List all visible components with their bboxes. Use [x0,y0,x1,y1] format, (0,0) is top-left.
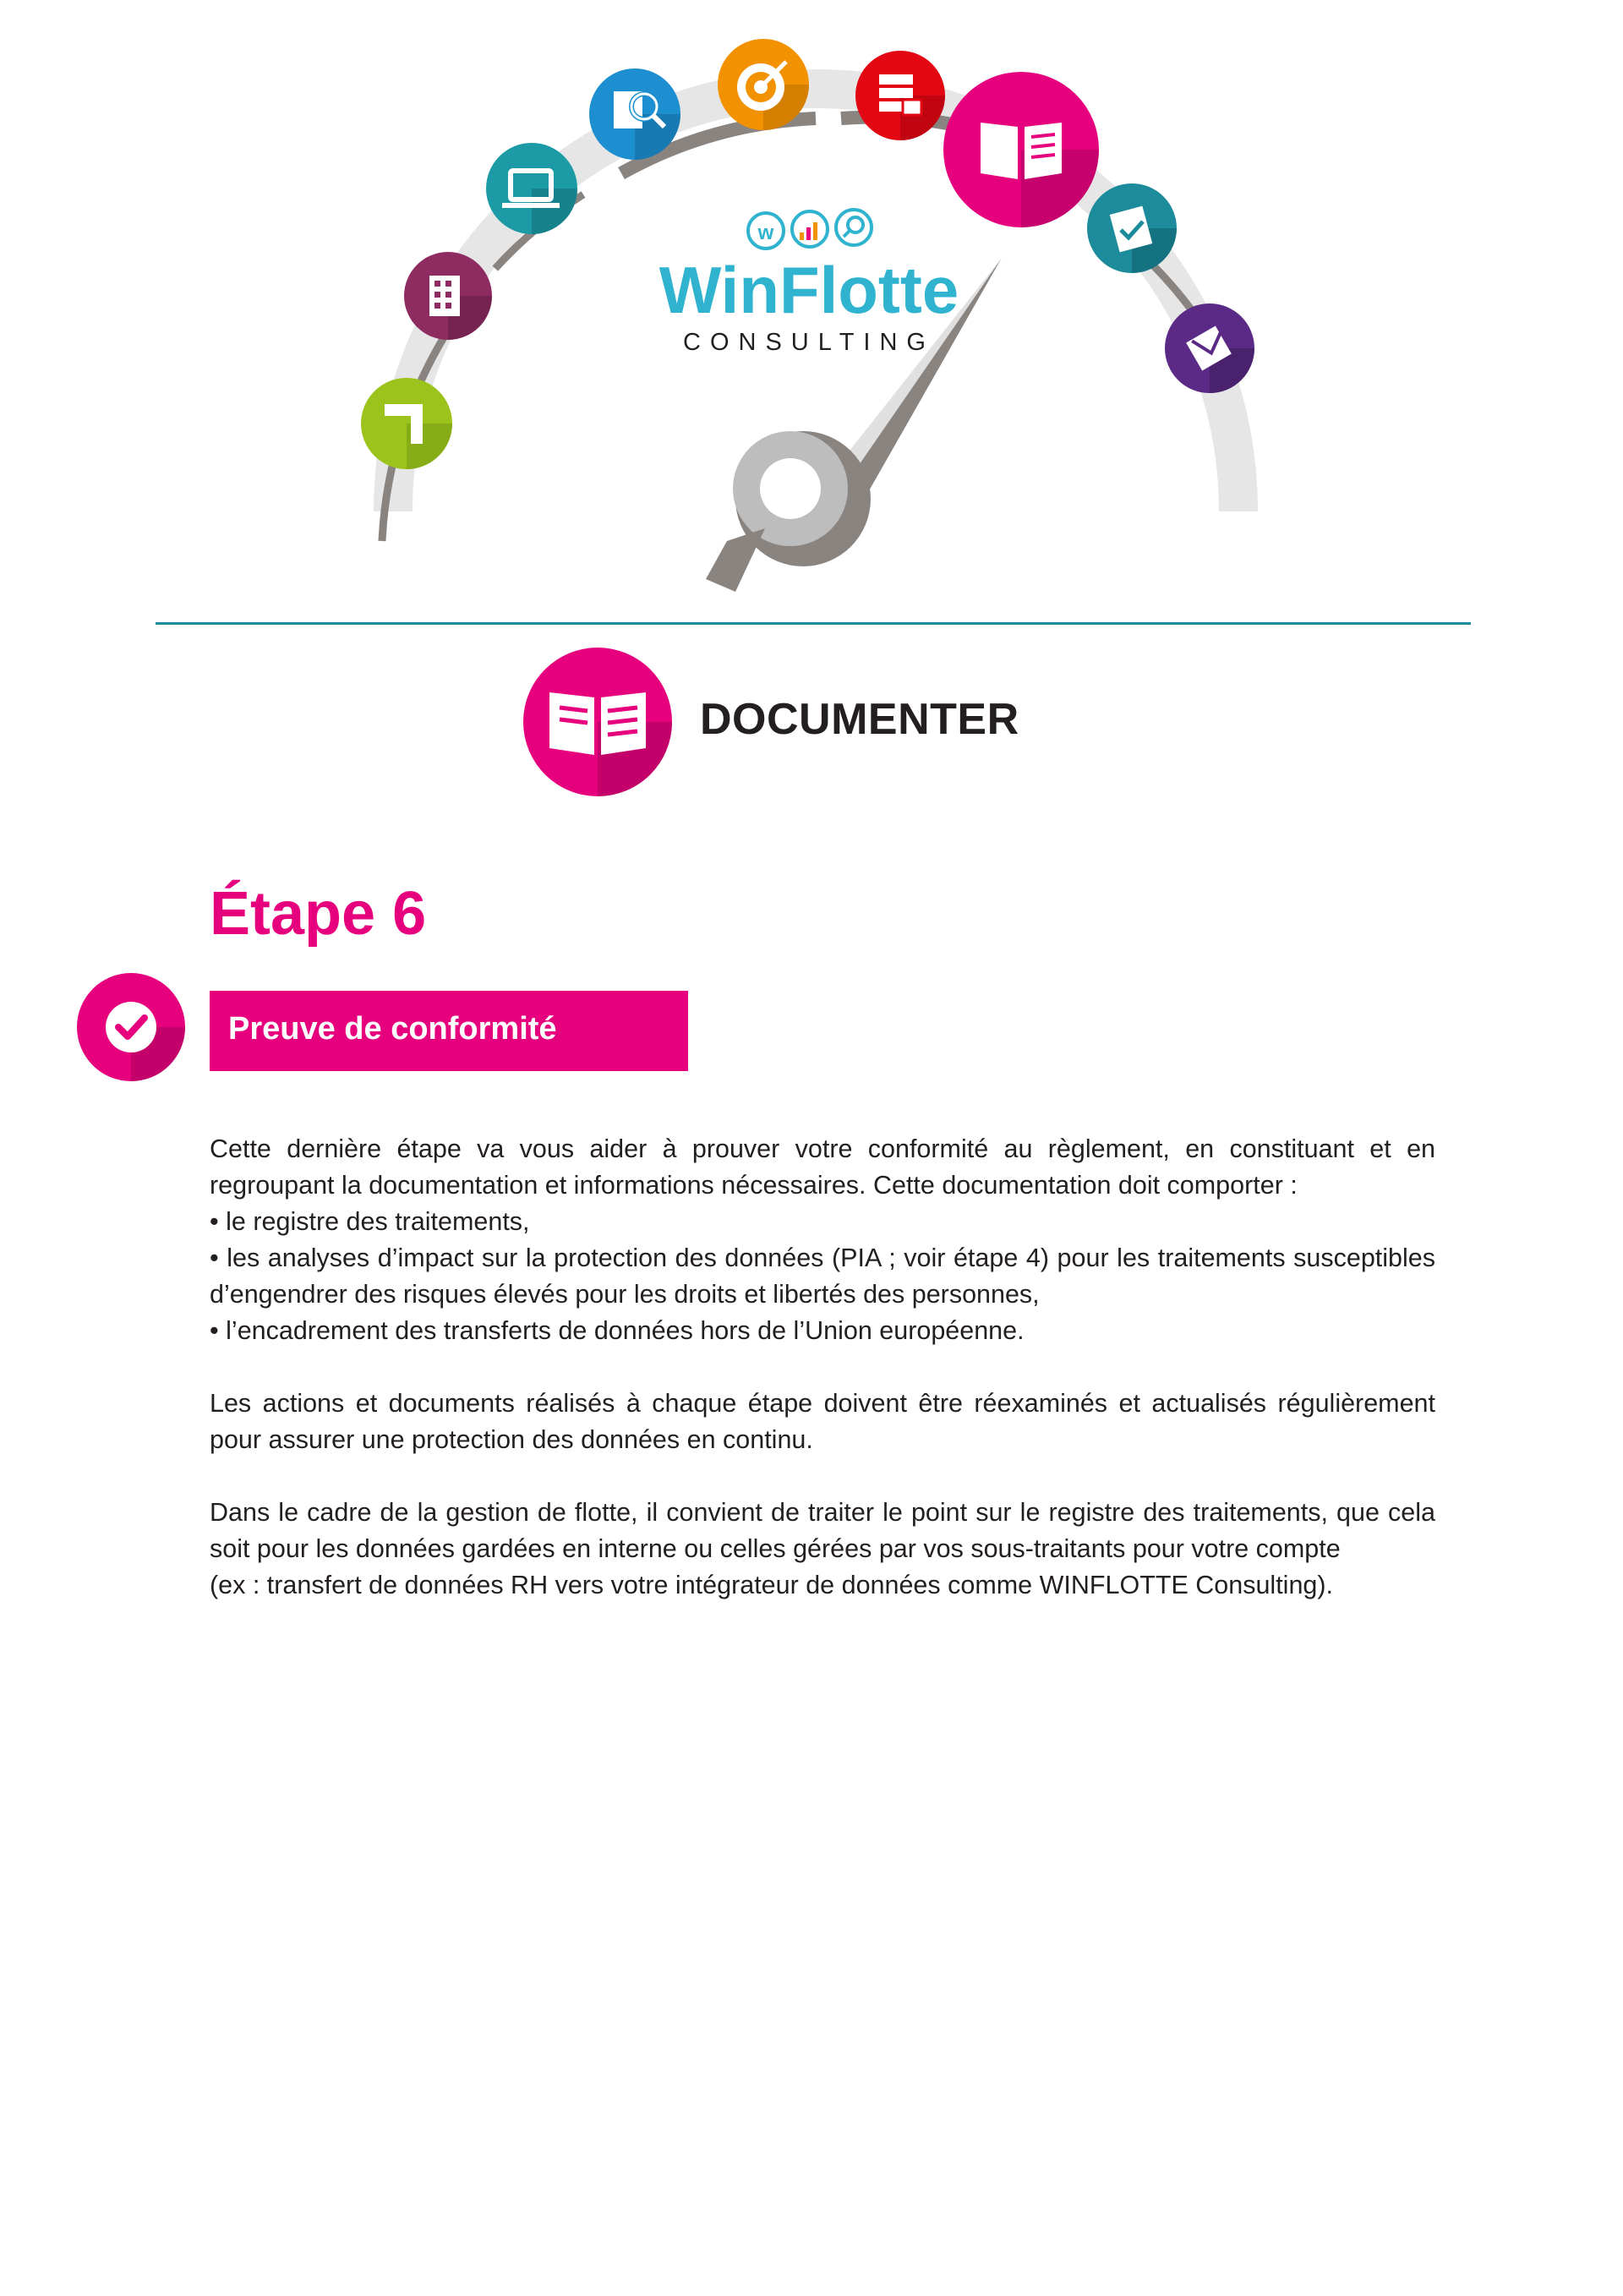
paragraph-intro [210,1131,1435,1349]
step-subtitle: Preuve de conformité [228,1011,557,1047]
envelope-icon [1165,303,1254,393]
body-text [210,1131,1435,1604]
arrow-corner-icon [361,378,452,469]
checkmark-icon [76,972,186,1082]
server-lock-icon [855,51,945,140]
document-search-icon [589,68,680,160]
open-book-icon [943,72,1099,227]
logo-tagline: CONSULTING [683,329,935,356]
bullet-item: • l’encadrement des transferts de données hors de l’Union européenne. [210,1316,1025,1345]
step-subtitle-banner [210,991,688,1071]
paragraph-review: Les actions et documents réalisés à chaque étape doivent être réexaminés et actualisés régulièrement pour assurer une protection des données en continu. [210,1389,1435,1454]
logo-wordmark: WinFlotte [658,253,959,327]
svg-text:w: w [757,221,774,244]
section-divider [156,622,1471,625]
building-icon [404,252,492,340]
step-title: Étape 6 [210,880,427,948]
winflotte-logo [659,210,959,356]
laptop-icon [486,143,577,234]
section-title: DOCUMENTER [700,695,1019,744]
checklist-icon [1087,183,1177,273]
fleet-text: Dans le cadre de la gestion de flotte, il convient de traiter le point sur le registre des traitements, que cela soit pour les données gardées en interne ou celles gérées par vos sous-traitants pour votre compte [210,1498,1435,1563]
fleet-example: (ex : transfert de données RH vers votre intégrateur de données comme WINFLOTTE Consulting). [210,1571,1334,1599]
hero-gauge-illustration [0,0,1623,609]
bullet-item: • le registre des traitements, [210,1207,530,1236]
bullet-item: • les analyses d’impact sur la protection des données (PIA ; voir étape 4) pour les traitements susceptibles d’engendrer des risques élevés pour les droits et libertés des personnes, [210,1244,1435,1309]
target-icon [718,39,809,130]
open-book-icon [522,647,673,797]
intro-text: Cette dernière étape va vous aider à prouver votre conformité au règlement, en constituant et en regroupant la documentation et informations nécessaires. Cette documentation doit comporter : [210,1134,1435,1200]
paragraph-fleet [210,1495,1435,1604]
